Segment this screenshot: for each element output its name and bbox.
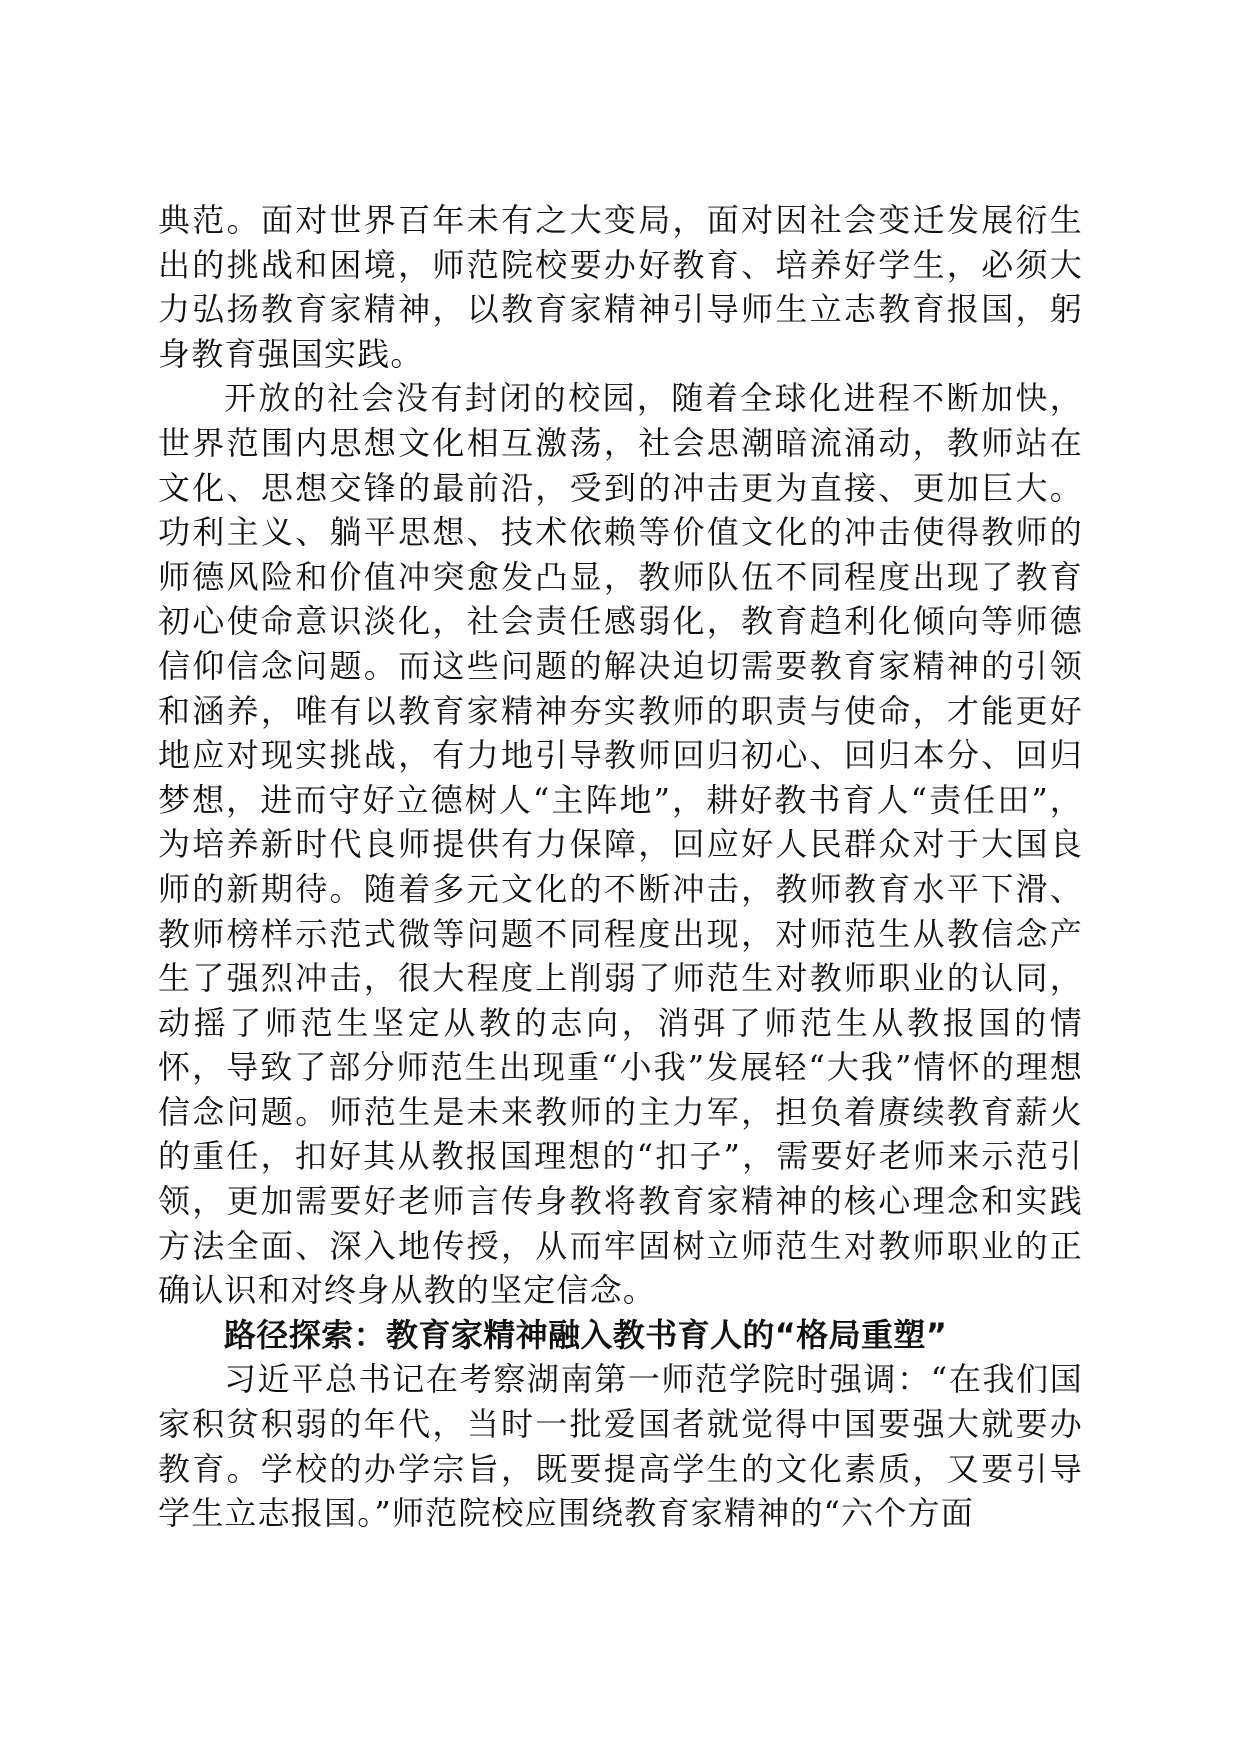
section-heading: 路径探索：教育家精神融入教书育人的“格局重塑” [224,1315,948,1354]
paragraph-continuation: 典范。面对世界百年未有之大变局，面对因社会变迁发展衍生出的挑战和困境，师范院校要办好教育、培养好学生，必须大力弘扬教育家精神，以教育家精神引导师生立志教育报国，躬身教育强国实践。 [158,201,1083,373]
paragraph-open-society: 开放的社会没有封闭的校园，随着全球化进程不断加快，世界范围内思想文化相互激荡，社会思潮暗流涌动，教师站在文化、思想交锋的最前沿，受到的冲击更为直接、更加巨大。功利主义、躺平思想、技术依赖等价值文化的冲击使得教师的师德风险和价值冲突愈发凸显，教师队伍不同程度出现了教育初心使命意识淡化，社会责任感弱化，教育趋利化倾向等师德信仰信念问题。而这些问题的解决迫切需要教育家精神的引领和涵养，唯有以教育家精神夯实教师的职责与使命，才能更好地应对现实挑战，有力地引导教师回归初心、回归本分、回归梦想，进而守好立德树人“主阵地”，耕好教书育人“责任田”，为培养新时代良师提供有力保障，回应好人民群众对于大国良师的新期待。随着多元文化的不断冲击，教师教育水平下滑、教师榜样示范式微等问题不同程度出现，对师范生从教信念产生了强烈冲击，很大程度上削弱了师范生对教师职业的认同，动摇了师范生坚定从教的志向，消弭了师范生从教报国的情怀，导致了部分师范生出现重“小我”发展轻“大我”情怀的理想信念问题。师范生是未来教师的主力军，担负着赓续教育薪火的重任，扣好其从教报国理想的“扣子”，需要好老师来示范引领，更加需要好老师言传身教将教育家精神的核心理念和实践方法全面、深入地传授，从而牢固树立师范生对教师职业的正确认识和对终身从教的坚定信念。 [158,379,1083,1310]
document-body [158,198,1083,1536]
paragraph-xi-quote: 习近平总书记在考察湖南第一师范学院时强调：“在我们国家积贫积弱的年代，当时一批爱国者就觉得中国要强大就要办教育。学校的办学宗旨，既要提高学生的文化素质，又要引导学生立志报国。”师范院校应围绕教育家精神的“六个方面 [158,1360,1083,1533]
